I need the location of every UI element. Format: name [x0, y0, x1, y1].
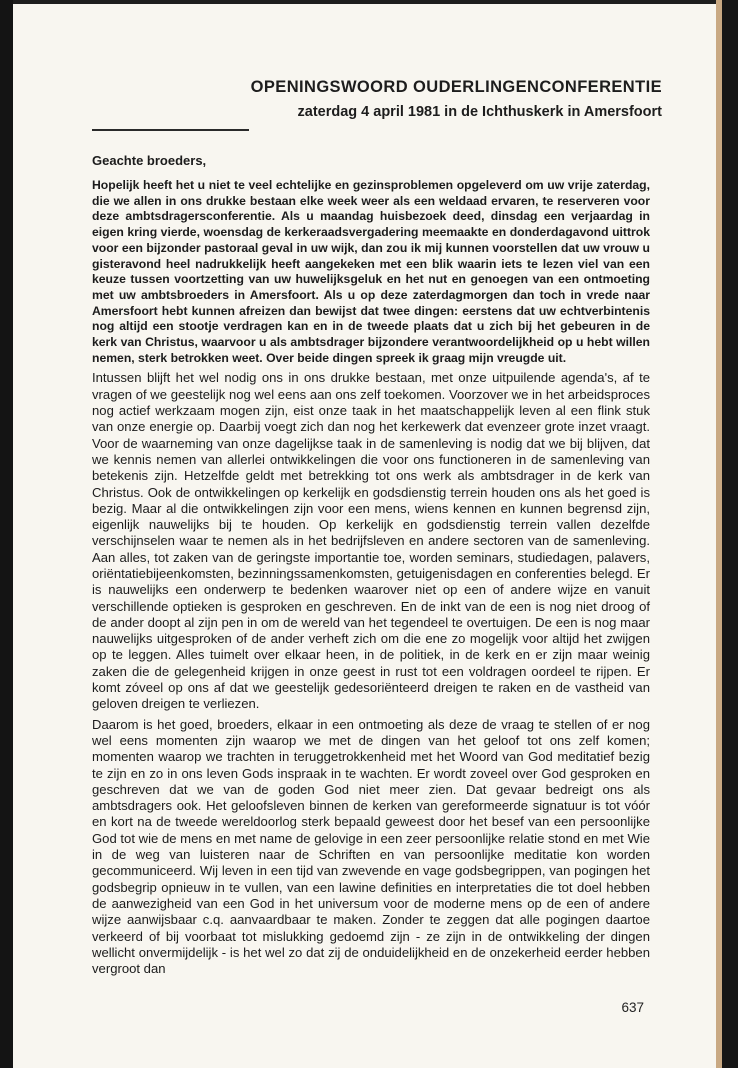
- header-rule: [92, 129, 249, 131]
- page-header: [251, 76, 662, 122]
- document-subtitle: zaterdag 4 april 1981 in de Ichthuskerk in Amersfoort: [297, 104, 662, 120]
- body-text: [92, 152, 650, 977]
- right-scan-border: [722, 0, 738, 1068]
- paragraph-2: Intussen blijft het wel nodig ons in ons drukke bestaan, met onze uitpuilende agenda's, af te vragen of we geestelijk nog wel eens aan ons zelf toekomen. Voorzover we in het arbeidsproces nog actief werkzaam mogen zijn, eist onze taak in het maatschappelijk leven al een flink stuk van onze energie op. Daarbij voegt zich dan nog het kerkewerk dat evenzeer grote inzet vraagt. Voor de waarneming van onze dagelijkse taak in de samenleving is nodig dat we bij blijven, dat we kennis nemen van allerlei ontwikkelingen die voor ons functioneren in de samenleving van betekenis zijn. Hetzelfde geldt met betrekking tot ons werk als ambtsdrager in de kerk van Christus. Ook de ontwikkelingen op kerkelijk en godsdienstig terrein houden ons als het goed is bezig. Maar al die ontwikkelingen zijn voor een mens, wiens kennen en kunnen begrensd zijn, eigenlijk nauwelijks bij te houden. Op kerkelijk en godsdienstig terrein vallen dezelfde verschijnselen waar te nemen als in het bedrijfsleven en andere sectoren van de samenleving. Aan alles, tot zaken van de geringste importantie toe, worden seminars, studiedagen, palavers, oriëntatiebijeenkomsten, bezinningssamenkomsten, getuigenisdagen en conferenties belegd. Er is nauwelijks een onderwerp te bedenken waarover niet op een of andere wijze en vanuit verschillende optieken is gesproken en geschreven. En de inkt van de een is nog niet droog of de ander doopt al zijn pen in om de wereld van het tegendeel te overtuigen. De een is nog maar nauwelijks uitgesproken of de ander verheft zich om die ene zo mogelijk voor altijd het zwijgen op te leggen. Alles tuimelt over elkaar heen, in de politiek, in de kerk en er zijn maar weinig zaken die de gelegenheid krijgen in onze geest in rust tot een voldragen oordeel te rijpen. Er komt zóveel op ons af dat we geestelijk gedesoriënteerd dreigen te raken en de vastheid van geloven dreigen te verliezen.: [92, 370, 650, 712]
- page-number: 637: [621, 1000, 644, 1015]
- salutation: Geachte broeders,: [92, 153, 207, 168]
- paragraph-intro: Hopelijk heeft het u niet te veel echtelijke en gezinsproblemen opgeleverd om uw vrije zaterdag, die we allen in ons drukke bestaan elke week weer als een weldaad ervaren, te reserveren voor deze ambtsdragersconferentie. Als u maandag huisbezoek deed, dinsdag een verjaardag in eigen kring vierde, woensdag de kerkeraadsvergadering meemaakte en donderdagavond uittrok voor een bijzonder pastoraal geval in uw wijk, dan zou ik mij kunnen voorstellen dat uw vrouw u gisteravond heel nadrukkelijk heeft aangekeken met een blik waarin iets te lezen viel van een keuze tussen voortzetting van uw huwelijksgeluk en het nut en genoegen van een ontmoeting met uw ambtsbroeders in Amersfoort. Als u op deze zaterdagmorgen dan toch in vrede naar Amersfoort hebt kunnen afreizen dan bewijst dat twee dingen: eerstens dat uw echtverbintenis nog altijd een stootje verdragen kan en in de tweede plaats dat u zich bij het gebeuren in de kerk van Christus, waarvoor u als ambtsdrager bijzondere verantwoordelijkheid op u hebt willen nemen, sterk betrokken weet. Over beide dingen spreek ik graag mijn vreugde uit.: [92, 178, 650, 365]
- left-scan-border: [0, 0, 13, 1068]
- document-title: OPENINGSWOORD OUDERLINGENCONFERENTIE: [250, 78, 662, 96]
- paragraph-3: Daarom is het goed, broeders, elkaar in een ontmoeting als deze de vraag te stellen of er nog wel eens momenten zijn waarop we met de dingen van het geloof tot ons zelf komen; momenten waarop we trachten in teruggetrokkenheid met het Woord van God meditatief bezig te zijn en zo in ons leven Gods inspraak in te wachten. Er wordt zoveel over God gesproken en geschreven dat we van de goden God niet meer zien. Dat gevaar bedreigt ons als ambtsdragers ook. Het geloofsleven binnen de kerken van gereformeerde signatuur is tot vóór en kort na de tweede wereldoorlog sterk bepaald geweest door het besef van een persoonlijke God tot wie de mens en met name de gelovige in een zeer persoonlijke relatie stond en met Wie in de weg van luisteren naar de Schriften en van persoonlijke meditatie kon worden gecommuniceerd. Wij leven in een tijd van zwevende en vage godsbegrippen, van pogingen het godsbegrip opnieuw in te vullen, van een lawine definities en interpretaties die tot doel hebben de aanwezigheid van een God in het universum voor de moderne mens op de een of andere wijze aanwijsbaar c.q. aanvaardbaar te maken. Zonder te zeggen dat alle pogingen daartoe verkeerd of bij voorbaat tot mislukking gedoemd zijn - ze zijn in de ontwikkeling der dingen wellicht onvermijdelijk - is het wel zo dat zij de onduidelijkheid en de onzekerheid eerder hebben vergroot dan: [92, 716, 650, 977]
